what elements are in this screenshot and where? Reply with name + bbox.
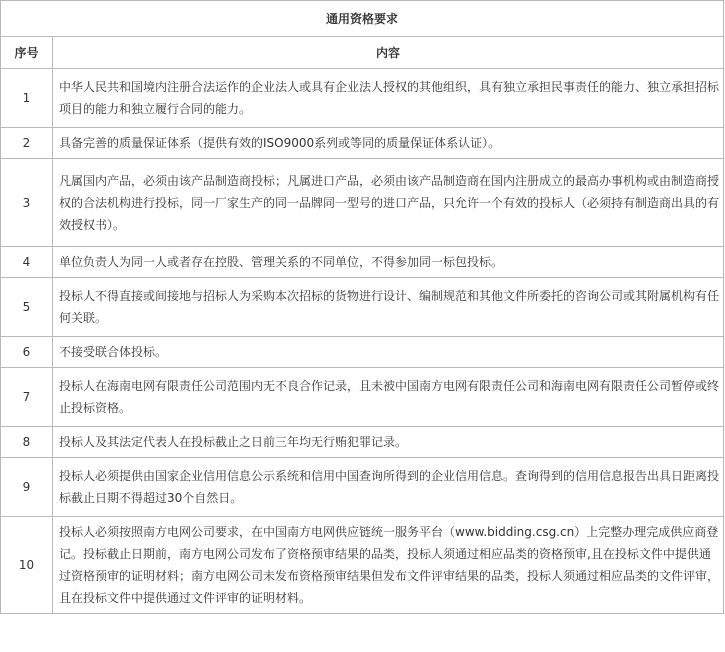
row-content: 投标人在海南电网有限责任公司范围内无不良合作记录，且未被中国南方电网有限责任公司和海南电网有限责任公司暂停或终止投标资格。	[53, 368, 724, 427]
table-row	[1, 247, 724, 278]
table-title: 通用资格要求	[1, 1, 724, 37]
column-header-number: 序号	[1, 37, 53, 69]
row-number: 7	[1, 368, 53, 427]
table-row	[1, 458, 724, 517]
row-content: 凡属国内产品，必须由该产品制造商投标；凡属进口产品，必须由该产品制造商在国内注册成立的最高办事机构或由制造商授权的合法机构进行投标，同一厂家生产的同一品牌同一型号的进口产品，只允许一个有效的投标人（必须持有制造商出具的有效授权书）。	[53, 159, 724, 247]
row-content: 投标人必须按照南方电网公司要求，在中国南方电网供应链统一服务平台（www.bidding.csg.cn）上完整办理完成供应商登记。投标截止日期前，南方电网公司发布了资格预审结果的品类，投标人须通过相应品类的资格预审,且在投标文件中提供通过资格预审的证明材料；南方电网公司未发布资格预审结果但发布文件评审结果的品类，投标人须通过相应品类的文件评审，且在投标文件中提供通过文件评审的证明材料。	[53, 517, 724, 614]
table-row	[1, 517, 724, 614]
table-row	[1, 159, 724, 247]
row-number: 3	[1, 159, 53, 247]
row-number: 6	[1, 337, 53, 368]
row-content: 单位负责人为同一人或者存在控股、管理关系的不同单位，不得参加同一标包投标。	[53, 247, 724, 278]
row-content: 中华人民共和国境内注册合法运作的企业法人或具有企业法人授权的其他组织，具有独立承担民事责任的能力、独立承担招标项目的能力和独立履行合同的能力。	[53, 69, 724, 128]
row-number: 9	[1, 458, 53, 517]
row-number: 5	[1, 278, 53, 337]
table-row	[1, 427, 724, 458]
row-content: 投标人不得直接或间接地与招标人为采购本次招标的货物进行设计、编制规范和其他文件所委托的咨询公司或其附属机构有任何关联。	[53, 278, 724, 337]
row-number: 1	[1, 69, 53, 128]
row-number: 8	[1, 427, 53, 458]
row-content: 投标人及其法定代表人在投标截止之日前三年均无行贿犯罪记录。	[53, 427, 724, 458]
row-content: 投标人必须提供由国家企业信用信息公示系统和信用中国查询所得到的企业信用信息。查询得到的信用信息报告出具日距离投标截止日期不得超过30个自然日。	[53, 458, 724, 517]
table-header-row	[1, 37, 724, 69]
table-row	[1, 278, 724, 337]
row-number: 2	[1, 128, 53, 159]
table-row	[1, 337, 724, 368]
row-number: 4	[1, 247, 53, 278]
column-header-content: 内容	[53, 37, 724, 69]
table-row	[1, 368, 724, 427]
row-content: 不接受联合体投标。	[53, 337, 724, 368]
table-row	[1, 69, 724, 128]
table-row	[1, 128, 724, 159]
row-number: 10	[1, 517, 53, 614]
table-title-row	[1, 1, 724, 37]
row-content: 具备完善的质量保证体系（提供有效的ISO9000系列或等同的质量保证体系认证）。	[53, 128, 724, 159]
